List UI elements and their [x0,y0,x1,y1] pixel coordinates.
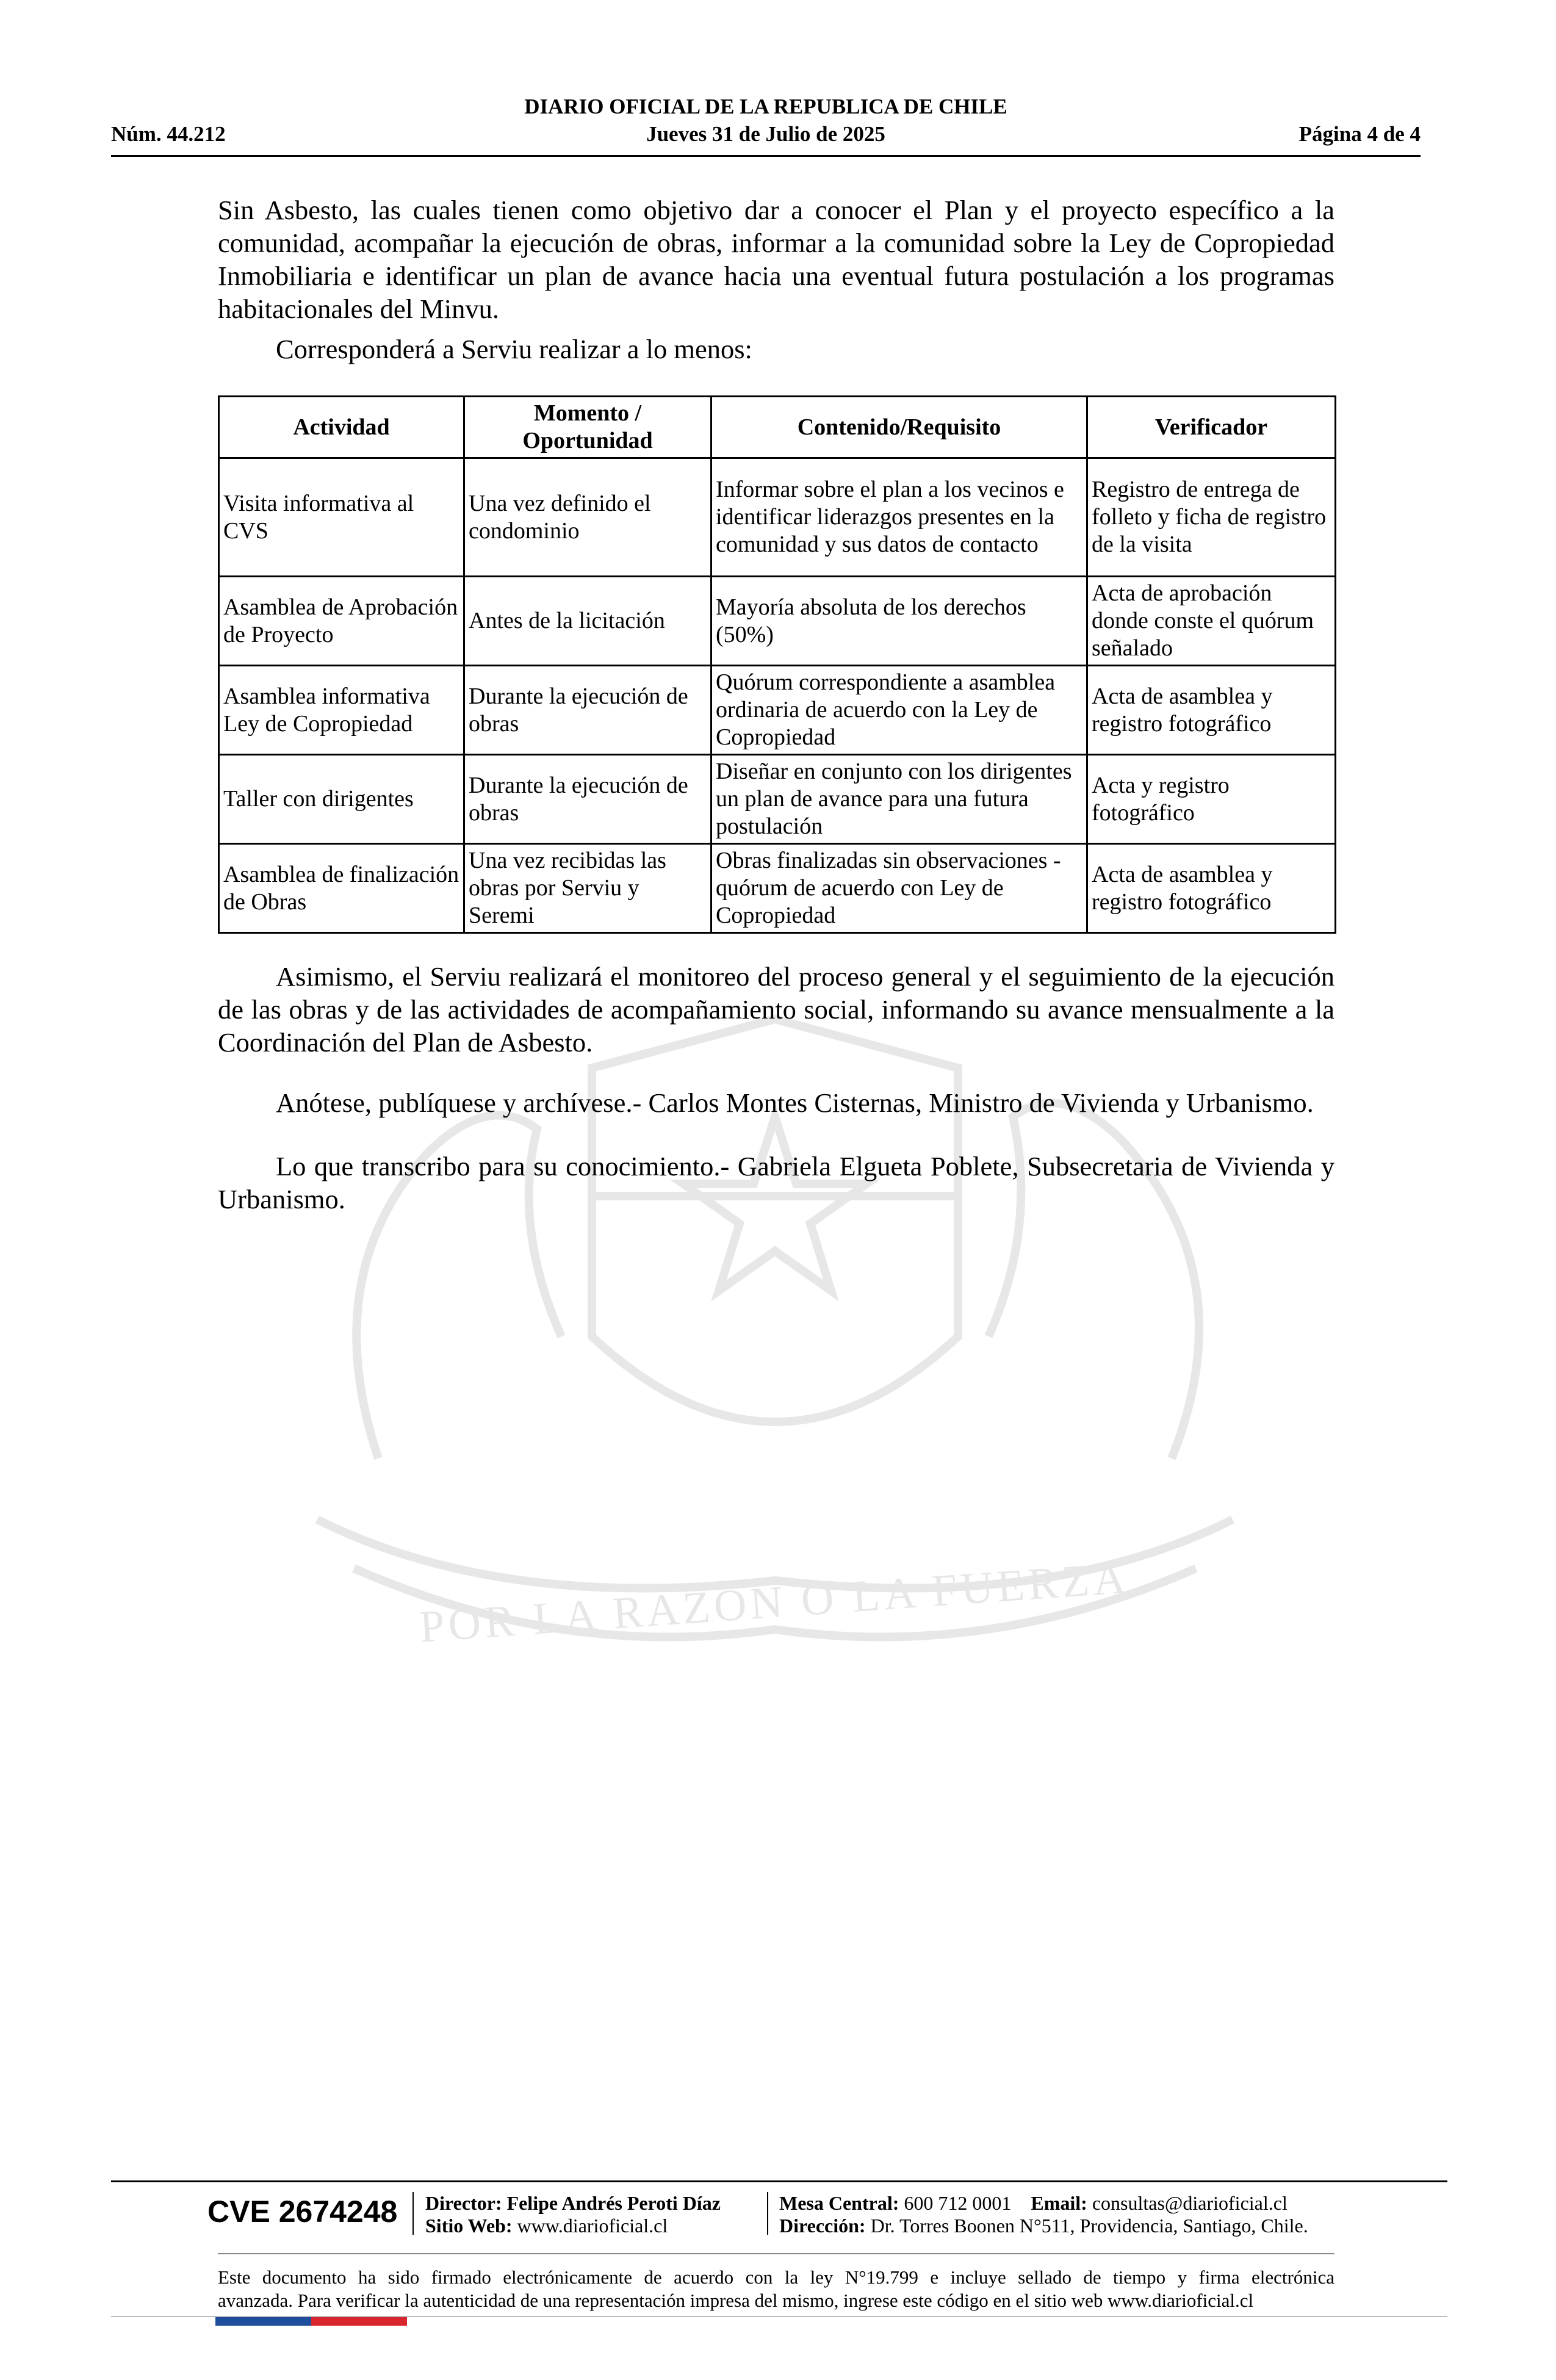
issue-date: Jueves 31 de Julio de 2025 [646,122,885,146]
table-row [219,666,1336,755]
email-label: Email: [1031,2192,1087,2214]
footer-contact-block [779,2192,1308,2237]
transcription-text: Lo que transcribo para su conocimiento.- Gabriela Elgueta Poblete, Subsecretaria de Vivienda y Urbanismo. [218,1151,1334,1214]
activities-table [218,395,1336,934]
table-cell: Diseñar en conjunto con los dirigentes un plan de avance para una futura postulación [711,755,1087,844]
column-header-momento: Momento / Oportunidad [464,397,711,458]
lead-text: Corresponderá a Serviu realizar a lo menos: [276,334,752,364]
table-cell: Quórum correspondiente a asamblea ordinaria de acuerdo con la Ley de Copropiedad [711,666,1087,755]
director-value: Felipe Andrés Peroti Díaz [506,2192,721,2214]
table-cell: Durante la ejecución de obras [464,666,711,755]
table-cell: Durante la ejecución de obras [464,755,711,844]
table-cell: Asamblea de Aprobación de Proyecto [219,577,464,666]
footer-director-block [425,2192,721,2237]
site-label: Sitio Web: [425,2215,513,2237]
table-row [219,577,1336,666]
table-cell: Acta de asamblea y registro fotográfico [1087,666,1336,755]
table-row [219,458,1336,577]
table-cell: Asamblea informativa Ley de Copropiedad [219,666,464,755]
director-label: Director: [425,2192,502,2214]
column-header-contenido: Contenido/Requisito [711,397,1087,458]
table-cell: Acta de aprobación donde conste el quórum señalado [1087,577,1336,666]
lead-paragraph [218,333,1334,366]
site-link[interactable]: www.diarioficial.cl [517,2215,668,2237]
table-header-row [219,397,1336,458]
legal-line-2: avanzada. Para verificar la autenticidad de una representación impresa del mismo, ingrese este código en el sitio web www.diarioficial.cl [218,2290,1254,2311]
table-row [219,844,1336,933]
footer-divider [111,2180,1447,2182]
legal-notice [218,2266,1334,2312]
column-header-verificador: Verificador [1087,397,1336,458]
address-value: Dr. Torres Boonen N°511, Providencia, Santiago, Chile. [870,2215,1308,2237]
monitoring-paragraph [218,960,1334,1059]
table-cell: Registro de entrega de folleto y ficha de registro de la visita [1087,458,1336,577]
email-link[interactable]: consultas@diarioficial.cl [1092,2192,1288,2214]
signature-paragraph [218,1086,1334,1119]
watermark-motto: POR LA RAZON O LA FUERZA [417,1552,1131,1653]
table-cell: Visita informativa al CVS [219,458,464,577]
header-divider [111,155,1421,157]
table-cell: Mayoría absoluta de los derechos (50%) [711,577,1087,666]
table-cell: Antes de la licitación [464,577,711,666]
transcription-paragraph [218,1150,1334,1216]
table-row [219,755,1336,844]
table-cell: Asamblea de finalización de Obras [219,844,464,933]
issue-number: Núm. 44.212 [111,122,226,146]
column-header-actividad: Actividad [219,397,464,458]
flag-stripe-blue [215,2317,311,2326]
intro-paragraph: Sin Asbesto, las cuales tienen como objetivo dar a conocer el Plan y el proyecto específico a la comunidad, acompañar la ejecución de obras, informar a la comunidad sobre la Ley de Copropiedad Inmobiliaria e identificar un plan de avance hacia una eventual futura postulación a los programas habitacionales del Minvu. [218,195,1334,324]
page-number: Página 4 de 4 [1298,122,1421,146]
footer-inner-divider [218,2253,1334,2254]
table-cell: Acta y registro fotográfico [1087,755,1336,844]
footer-separator [767,2192,768,2235]
table-cell: Taller con dirigentes [219,755,464,844]
signature-text: Anótese, publíquese y archívese.- Carlos Montes Cisternas, Ministro de Vivienda y Urbanismo. [276,1087,1314,1118]
flag-stripe-red [311,2317,407,2326]
table-cell: Obras finalizadas sin observaciones - quórum de acuerdo con Ley de Copropiedad [711,844,1087,933]
phone-value: 600 712 0001 [904,2192,1012,2214]
address-label: Dirección: [779,2215,866,2237]
monitoring-text: Asimismo, el Serviu realizará el monitoreo del proceso general y el seguimiento de la ejecución de las obras y de las actividades de acompañamiento social, informando su avance mensualmente a la Coordinación del Plan de Asbesto. [218,961,1334,1058]
phone-label: Mesa Central: [779,2192,899,2214]
table-cell: Una vez recibidas las obras por Serviu y Seremi [464,844,711,933]
table-cell: Informar sobre el plan a los vecinos e identificar liderazgos presentes en la comunidad y sus datos de contacto [711,458,1087,577]
footer-separator [412,2192,414,2235]
legal-line-1: Este documento ha sido firmado electrónicamente de acuerdo con la ley N°19.799 e incluye sellado de tiempo y firma electrónica [218,2266,1334,2288]
cve-code: CVE 2674248 [207,2194,398,2229]
table-cell: Acta de asamblea y registro fotográfico [1087,844,1336,933]
table-cell: Una vez definido el condominio [464,458,711,577]
newspaper-title: DIARIO OFICIAL DE LA REPUBLICA DE CHILE [524,95,1007,118]
